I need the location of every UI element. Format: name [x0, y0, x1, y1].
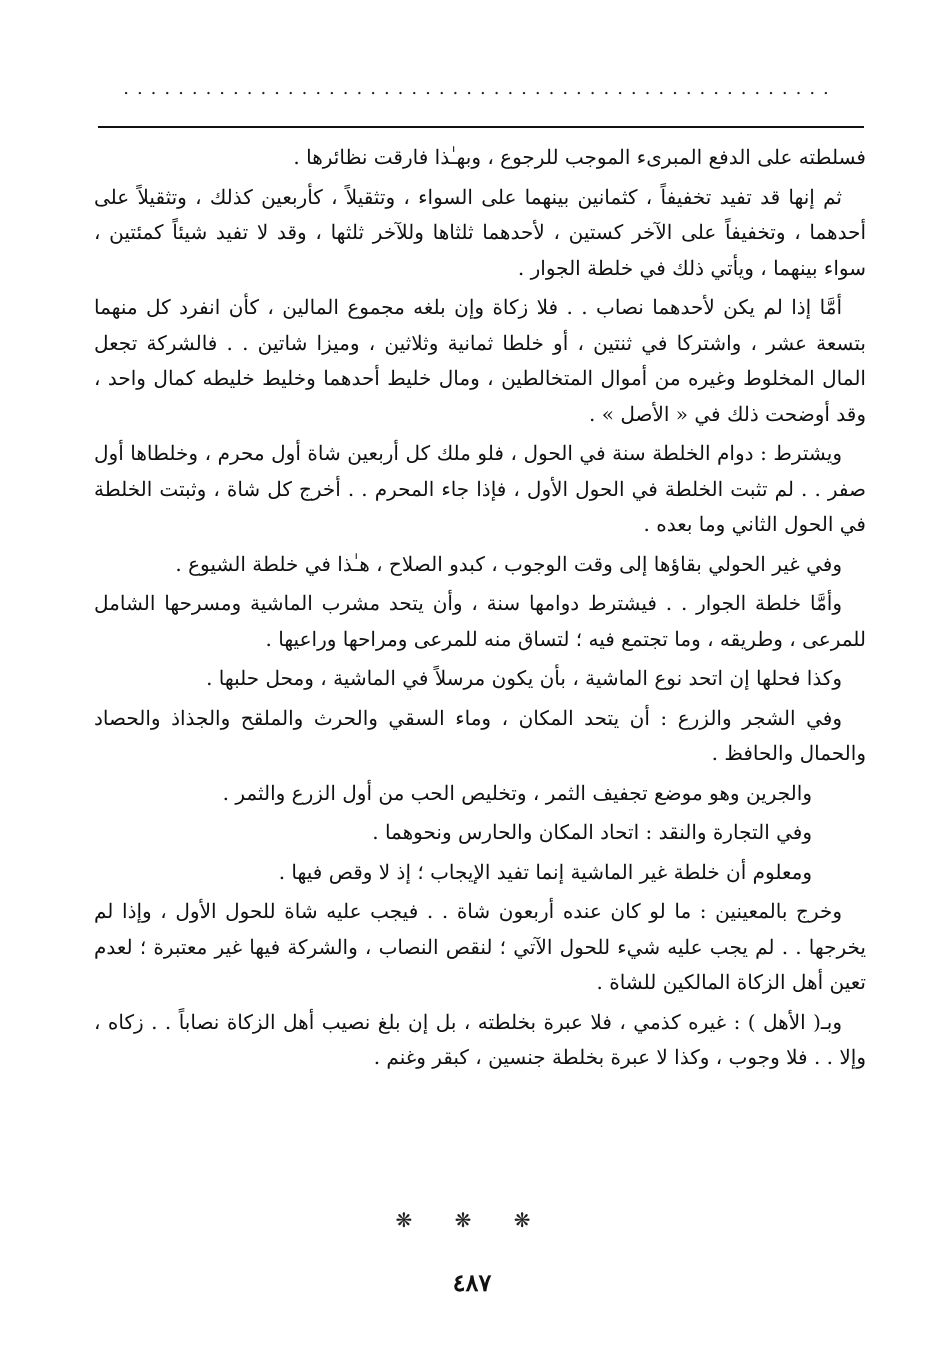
paragraph-9: والجرين وهو موضع تجفيف الثمر ، وتخليص الحب من أول الزرع والثمر . [222, 780, 812, 805]
paragraph-7: وكذا فحلها إن اتحد نوع الماشية ، بأن يكون مرسلاً في الماشية ، ومحل حلبها . [206, 666, 842, 690]
paragraph-10: وفي التجارة والنقد : اتحاد المكان والحارس ونحوهما . [372, 820, 812, 844]
dotted-header: .................................................... [123, 78, 837, 99]
header-rule [98, 126, 864, 128]
paragraph-1: فسلطته على الدفع المبرىء الموجب للرجوع ، وبهـٰذا فارقت نظائرها . [293, 145, 866, 169]
section-end-stars-icon: ❋ ❋ ❋ [395, 1208, 549, 1232]
paragraph-4: ويشترط : دوام الخلطة سنة في الحول ، فلو ملك كل أربعين شاة أول محرم ، وخلطاها أول صفر . . لم تثبت الخلطة في الحول الأول ، فإذا جاء المحرم . . أخرج كل شاة ، وثبتت الخلطة في الحول الثاني وما بعده . [94, 441, 866, 536]
paragraph-8: وفي الشجر والزرع : أن يتحد المكان ، وماء السقي والحرث والملقح والجذاذ والحصاد والحمال والحافظ . [94, 705, 866, 765]
paragraph-11: ومعلوم أن خلطة غير الماشية إنما تفيد الإيجاب ؛ إذ لا وقص فيها . [278, 859, 812, 884]
paragraph-6: وأمَّا خلطة الجوار . . فيشترط دوامها سنة ، وأن يتحد مشرب الماشية ومسرحها الشامل للمرعى ، وطريقه ، وما تجتمع فيه ؛ لتساق منه للمرعى ومراحها وراعيها . [94, 591, 866, 651]
paragraph-2: ثم إنها قد تفيد تخفيفاً ، كثمانين بينهما على السواء ، وتثقيلاً ، كأربعين كذلك ، وتثقيلاً على أحدهما ، وتخفيفاً على الآخر كستين ، لأحدهما ثلثاها وللآخر ثلثها ، وقد لا تفيد شيئاً كمئتين ، سواء بينهما ، ويأتي ذلك في خلطة الجوار . [94, 184, 866, 280]
page-content [94, 140, 866, 1080]
paragraph-3: أمَّا إذا لم يكن لأحدهما نصاب . . فلا زكاة وإن بلغه مجموع المالين ، كأن انفرد كل منهما بتسعة عشر ، واشتركا في ثنتين ، أو خلطا ثمانية وثلاثين ، وميزا شاتين . . فالشركة تجعل المال المخلوط وغيره من أموال المتخالطين ، ومال خليط أحدهما وخليط خليطه كمال واحد ، وقد أوضحت ذلك في « الأصل » . [94, 295, 866, 426]
page-number: ٤٨٧ [452, 1268, 492, 1297]
paragraph-12: وخرج بالمعينين : ما لو كان عنده أربعون شاة . . فيجب عليه شاة للحول الأول ، وإذا لم يخرجها . . لم يجب عليه شيء للحول الآتي ؛ لنقص النصاب ، والشركة فيها غير معتبرة ؛ لعدم تعين أهل الزكاة المالكين للشاة . [94, 899, 866, 994]
paragraph-13: وبـ( الأهل ) : غيره كذمي ، فلا عبرة بخلطته ، بل إن بلغ نصيب أهل الزكاة نصاباً . . زكاه ، وإلا . . فلا وجوب ، وكذا لا عبرة بخلطة جنسين ، كبقر وغنم . [94, 1009, 866, 1069]
paragraph-5: وفي غير الحولي بقاؤها إلى وقت الوجوب ، كبدو الصلاح ، هـٰذا في خلطة الشيوع . [175, 551, 842, 576]
